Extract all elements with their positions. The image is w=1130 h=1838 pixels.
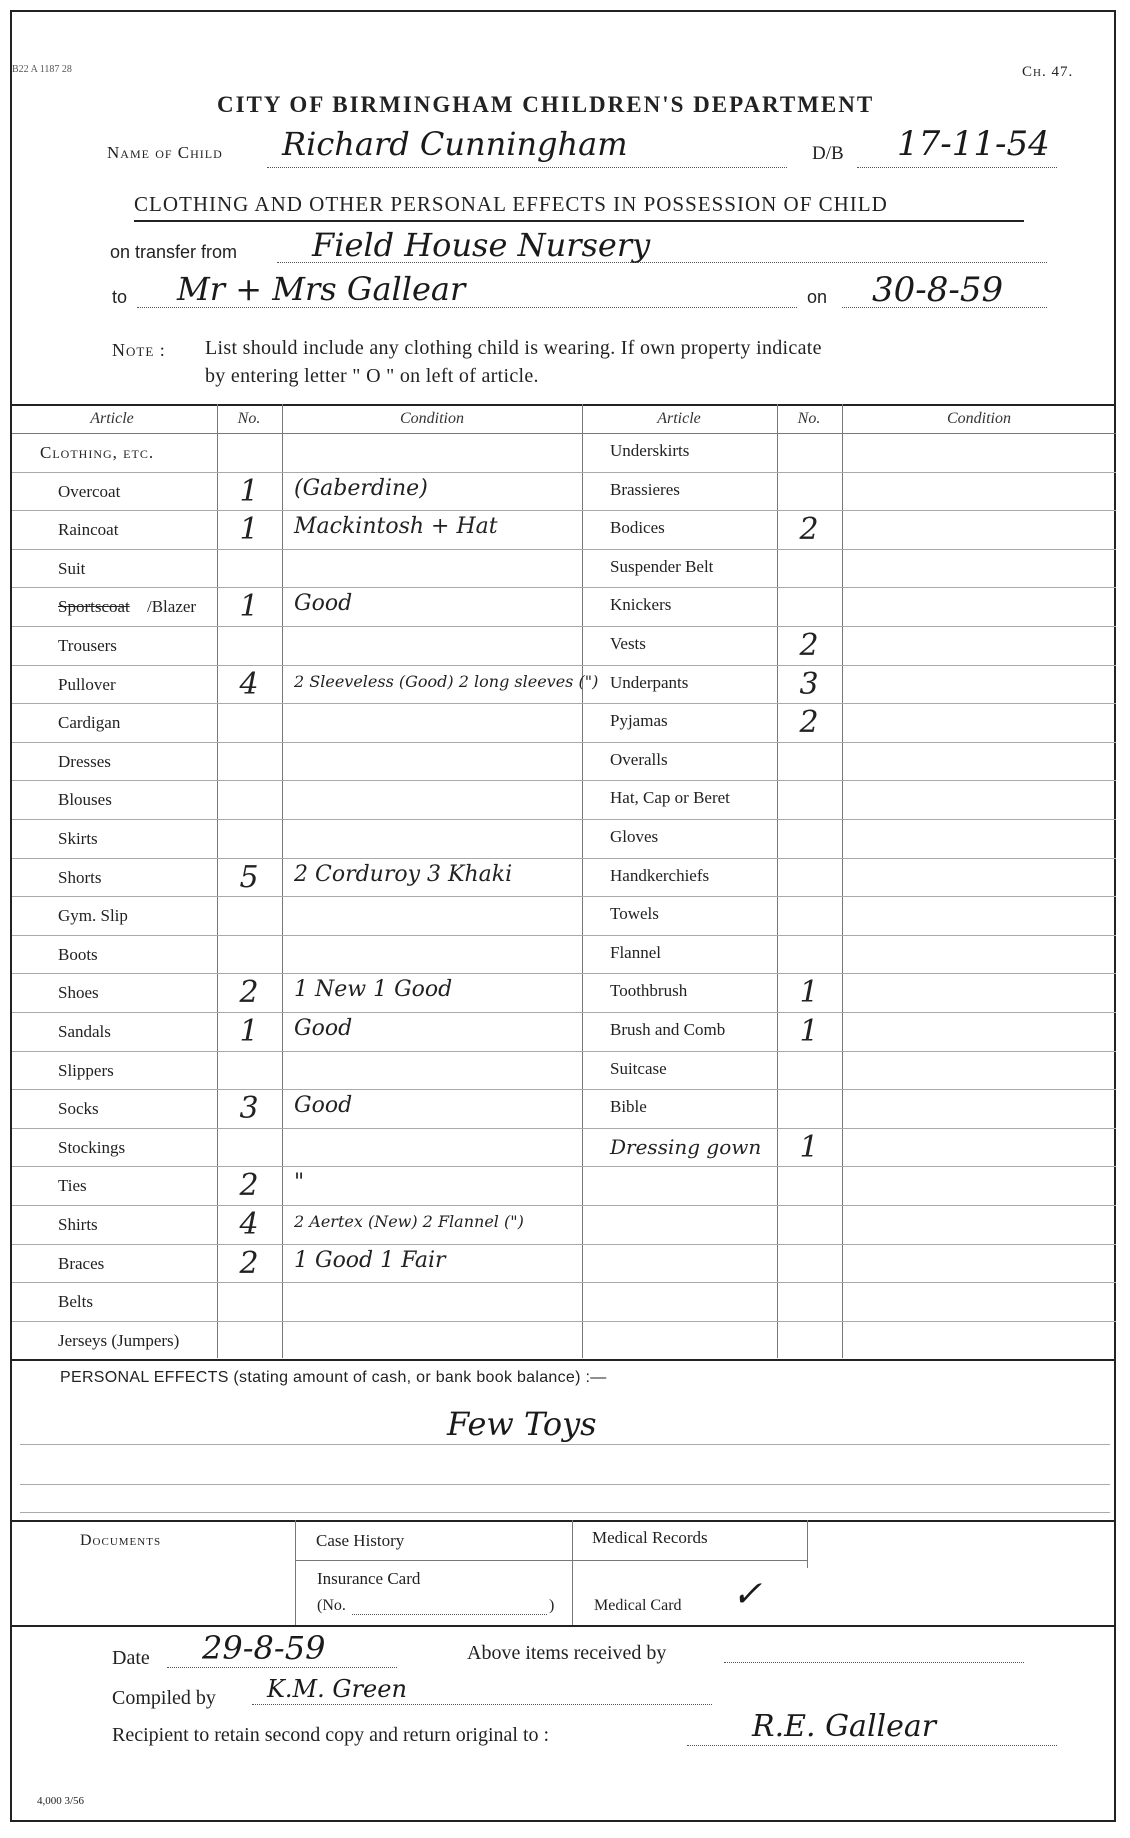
no-right-5: 2 [799, 628, 819, 663]
table-col-divider-5 [842, 404, 843, 1358]
article-left-11: Shorts [58, 867, 102, 887]
table-header-1: No. [237, 410, 261, 427]
condition-left-6: 2 Sleeveless (Good) 2 long sleeves (") [294, 671, 599, 691]
no-left-15: 1 [239, 1014, 259, 1049]
documents-divider-2 [572, 1520, 573, 1625]
article-right-15: Brush and Comb [610, 1020, 726, 1039]
article-left-21: Braces [58, 1253, 105, 1273]
no-left-21: 2 [239, 1245, 259, 1281]
table-row-rule [12, 703, 1116, 704]
dob-label: D/B [812, 143, 844, 164]
table-header-0: Article [90, 410, 134, 427]
medical-card-tick-icon: ✓ [732, 1574, 763, 1615]
table-row-rule [12, 1321, 1116, 1322]
article-left-15: Sandals [58, 1022, 111, 1041]
article-left-12: Gym. Slip [58, 906, 128, 926]
article-right-10: Gloves [610, 827, 659, 846]
insurance-no-dotline [352, 1614, 547, 1615]
to-value: Mr + Mrs Gallear [177, 270, 466, 308]
effects-line-3 [20, 1512, 1110, 1513]
condition-left-14: 1 New 1 Good [294, 977, 453, 1003]
table-top-rule [12, 404, 1116, 406]
article-right-3: Suspender Belt [610, 556, 714, 576]
note-line-1: List should include any clothing child is wearing. If own property indicate [205, 337, 822, 359]
article-right-12: Towels [610, 904, 659, 924]
article-left-2: Raincoat [58, 520, 119, 540]
article-right-13: Flannel [610, 942, 661, 962]
article-right-16: Suitcase [610, 1058, 667, 1078]
article-right-17: Bible [610, 1097, 647, 1117]
no-right-2: 2 [799, 512, 819, 548]
received-by-dotline [724, 1662, 1024, 1663]
table-bottom-rule [12, 1359, 1116, 1361]
article-struck-4: Sportscoat [58, 597, 130, 617]
table-row-rule [12, 1205, 1116, 1206]
insurance-no-label: (No. [317, 1597, 346, 1614]
no-right-7: 2 [799, 705, 819, 741]
table-row-rule [12, 1166, 1116, 1167]
compiled-by-label: Compiled by [112, 1687, 216, 1709]
condition-left-2: Mackintosh + Hat [294, 514, 498, 540]
form-number: Ch. 47. [1022, 64, 1074, 80]
table-row-rule [12, 472, 1116, 473]
no-left-2: 1 [239, 512, 259, 548]
article-left-23: Jerseys (Jumpers) [58, 1330, 180, 1350]
table-row-rule [12, 973, 1116, 974]
name-value: Richard Cunningham [282, 125, 628, 163]
article-right-5: Vests [610, 634, 646, 653]
table-col-divider-1 [217, 404, 218, 1358]
table-row-rule [12, 1244, 1116, 1245]
received-by-label: Above items received by [467, 1642, 667, 1664]
footer-top-rule [12, 1625, 1116, 1627]
medical-records-label: Medical Records [592, 1528, 708, 1547]
no-left-4: 1 [239, 589, 259, 625]
transfer-from-value: Field House Nursery [312, 226, 651, 264]
compiled-by-dotline [252, 1704, 712, 1705]
dob-value: 17-11-54 [897, 124, 1050, 164]
form-title: CITY OF BIRMINGHAM CHILDREN'S DEPARTMENT [217, 92, 875, 117]
to-label: to [112, 287, 128, 307]
article-left-5: Trousers [58, 636, 117, 655]
personal-effects-value: Few Toys [447, 1405, 597, 1443]
table-row-rule [12, 665, 1116, 666]
article-right-18: Dressing gown [610, 1134, 762, 1159]
article-left-22: Belts [58, 1292, 93, 1312]
personal-effects-label: PERSONAL EFFECTS (stating amount of cash, or bank book balance) :— [60, 1369, 607, 1386]
table-header-rule [12, 433, 1116, 434]
article-left-10: Skirts [58, 829, 98, 848]
article-left-18: Stockings [58, 1137, 126, 1157]
table-row-rule [12, 510, 1116, 511]
article-right-7: Pyjamas [610, 711, 668, 731]
documents-divider-1 [295, 1520, 296, 1625]
form-sheet [10, 10, 1116, 1822]
no-right-18: 1 [799, 1129, 819, 1165]
table-col-divider-2 [282, 404, 283, 1358]
table-row-rule [12, 549, 1116, 550]
no-left-14: 2 [239, 975, 259, 1011]
no-left-19: 2 [239, 1168, 259, 1204]
print-code: 4,000 3/56 [37, 1795, 85, 1807]
table-header-3: Article [657, 410, 701, 427]
article-left-16: Slippers [58, 1060, 114, 1080]
table-row-rule [12, 780, 1116, 781]
compiled-by-value: K.M. Green [267, 1675, 407, 1703]
documents-mid-rule [295, 1560, 807, 1561]
table-row-rule [12, 1089, 1116, 1090]
condition-left-21: 1 Good 1 Fair [294, 1247, 446, 1273]
case-history-label: Case History [316, 1531, 405, 1550]
no-right-15: 1 [799, 1014, 819, 1049]
article-left-20: Shirts [58, 1215, 98, 1234]
form-subtitle: CLOTHING AND OTHER PERSONAL EFFECTS IN POSSESSION OF CHILD [134, 192, 888, 216]
article-left-0: Clothing, etc. [40, 443, 155, 462]
article-right-2: Bodices [610, 518, 665, 538]
date-label: Date [112, 1647, 150, 1669]
note-line-2: by entering letter " O " on left of article. [205, 365, 539, 387]
no-left-20: 4 [239, 1207, 259, 1242]
ref-code: B22 A 1187 28 [12, 64, 72, 75]
table-row-rule [12, 1282, 1116, 1283]
article-right-14: Toothbrush [610, 981, 688, 1001]
article-right-1: Brassieres [610, 479, 680, 499]
recipient-value: R.E. Gallear [752, 1709, 937, 1744]
article-right-11: Handkerchiefs [610, 865, 710, 885]
table-row-rule [12, 935, 1116, 936]
condition-left-15: Good [294, 1016, 353, 1041]
no-left-17: 3 [239, 1091, 259, 1127]
no-left-11: 5 [239, 859, 259, 895]
no-left-6: 4 [239, 666, 259, 702]
article-left-19: Ties [58, 1176, 87, 1196]
no-right-6: 3 [799, 666, 819, 702]
table-row-rule [12, 1012, 1116, 1013]
no-right-14: 1 [799, 975, 819, 1011]
insurance-no-close: ) [549, 1597, 555, 1614]
table-row-rule [12, 1128, 1116, 1129]
table-col-divider-4 [777, 404, 778, 1358]
article-left-17: Socks [58, 1099, 99, 1119]
name-label: Name of Child [107, 143, 223, 162]
article-left-6: Pullover [58, 674, 116, 694]
article-right-0: Underskirts [610, 441, 690, 460]
table-col-divider-3 [582, 404, 583, 1358]
table-row-rule [12, 1051, 1116, 1052]
table-row-rule [12, 896, 1116, 897]
no-left-1: 1 [239, 473, 259, 509]
article-right-4: Knickers [610, 595, 672, 615]
article-left-9: Blouses [58, 790, 112, 810]
effects-line-1 [20, 1444, 1110, 1445]
article-left-14: Shoes [58, 983, 99, 1003]
recipient-label: Recipient to retain second copy and return original to : [112, 1724, 550, 1746]
note-label: Note : [112, 340, 166, 360]
effects-line-2 [20, 1484, 1110, 1485]
article-left-1: Overcoat [58, 481, 121, 501]
documents-top-rule [12, 1520, 1116, 1522]
table-header-2: Condition [399, 410, 464, 427]
table-row-rule [12, 819, 1116, 820]
condition-left-11: 2 Corduroy 3 Khaki [294, 861, 513, 887]
condition-left-17: Good [294, 1093, 353, 1119]
article-left-3: Suit [58, 558, 86, 578]
condition-left-4: Good [294, 591, 353, 617]
transfer-from-label: on transfer from [110, 242, 238, 262]
condition-left-1: (Gaberdine) [294, 475, 428, 501]
insurance-card-label: Insurance Card [317, 1569, 421, 1588]
table-header-4: No. [797, 410, 821, 427]
recipient-dotline [687, 1745, 1057, 1746]
article-left-8: Dresses [58, 751, 111, 771]
on-value: 30-8-59 [872, 270, 1004, 310]
article-left-4: /Blazer [147, 597, 197, 617]
documents-label: Documents [80, 1532, 162, 1549]
clothing-table [12, 12, 1118, 1372]
article-left-7: Cardigan [58, 713, 121, 733]
condition-left-19: " [294, 1170, 305, 1196]
documents-divider-3 [807, 1520, 808, 1568]
date-value: 29-8-59 [202, 1629, 326, 1667]
table-row-rule [12, 858, 1116, 859]
medical-card-label: Medical Card [594, 1597, 682, 1614]
table-header-5: Condition [946, 410, 1011, 427]
condition-left-20: 2 Aertex (New) 2 Flannel (") [294, 1212, 524, 1231]
table-row-rule [12, 742, 1116, 743]
table-row-rule [12, 587, 1116, 588]
date-dotline [167, 1667, 397, 1668]
article-left-13: Boots [58, 944, 98, 964]
article-right-9: Hat, Cap or Beret [610, 788, 730, 808]
article-right-6: Underpants [610, 672, 689, 692]
on-label: on [807, 287, 828, 307]
article-right-8: Overalls [610, 749, 668, 769]
table-row-rule [12, 626, 1116, 627]
